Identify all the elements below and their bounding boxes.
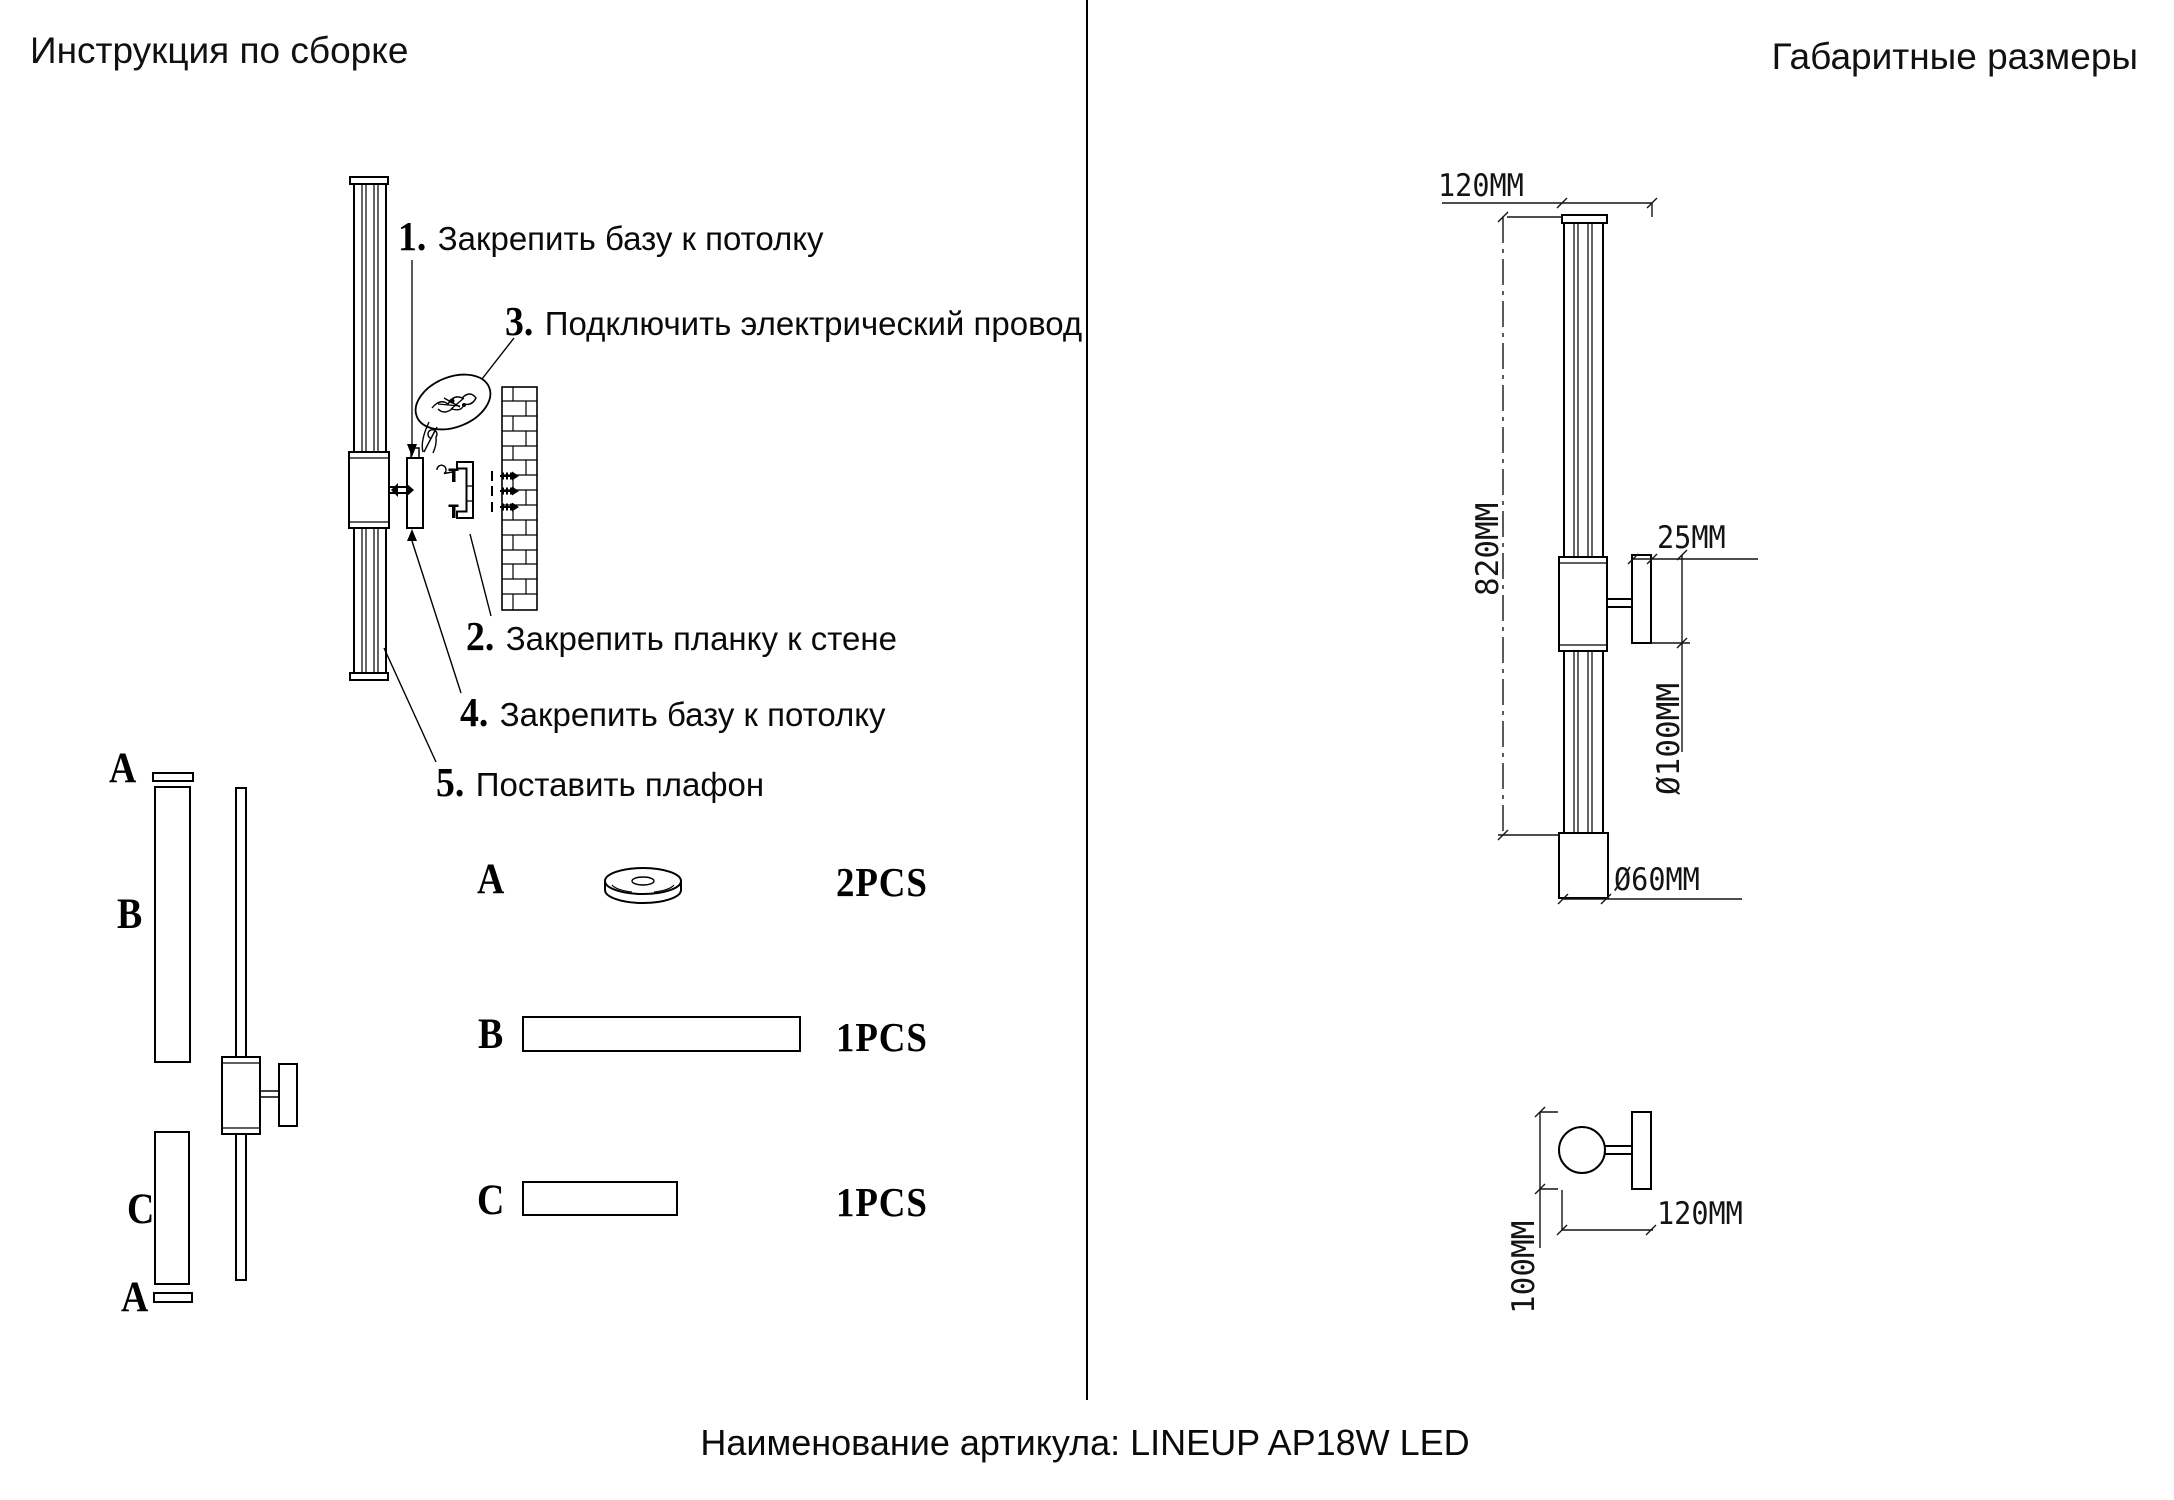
dim-plate-depth: 25MM xyxy=(1657,520,1726,556)
parts-shapes xyxy=(523,868,800,1215)
dimension-drawing xyxy=(1559,215,1651,898)
dim-plate-diameter: Ø100MM xyxy=(1651,683,1687,795)
step-5 xyxy=(436,758,764,806)
part-row-b-label: B xyxy=(478,1011,504,1058)
step-4-text: Закрепить базу к потолку xyxy=(499,696,886,733)
part-row-a-label: A xyxy=(477,856,505,903)
part-row-a-qty: 2PCS xyxy=(836,859,928,905)
side-view-drawing xyxy=(1559,1112,1651,1189)
step-4 xyxy=(460,688,886,736)
brick-wall xyxy=(502,387,537,610)
part-row-c-qty: 1PCS xyxy=(836,1179,928,1225)
dim-height: 820MM xyxy=(1470,502,1506,596)
dim-top-width: 120MM xyxy=(1438,168,1524,204)
exploded-label-a-bottom: A xyxy=(121,1274,149,1321)
dim-side-height: 100MM xyxy=(1506,1220,1542,1314)
step-1-text: Закрепить базу к потолку xyxy=(437,220,824,257)
left-panel-title: Инструкция по сборке xyxy=(30,30,409,71)
dim-tube-diameter: Ø60MM xyxy=(1614,862,1700,898)
step-1-number: 1. xyxy=(398,213,427,259)
exploded-view-drawing xyxy=(153,773,297,1302)
step-2-text: Закрепить планку к стене xyxy=(505,620,897,657)
part-row-c-label: C xyxy=(477,1177,505,1224)
step-3-text: Подключить электрический провод xyxy=(544,305,1083,342)
step-1 xyxy=(398,212,824,260)
step-3-number: 3. xyxy=(505,298,534,344)
step-2-number: 2. xyxy=(466,613,495,659)
lamp-assembly-drawing xyxy=(349,177,537,762)
step-2 xyxy=(466,612,897,660)
part-row-b-qty: 1PCS xyxy=(836,1014,928,1060)
dim-side-width: 120MM xyxy=(1657,1196,1743,1232)
wall-screws xyxy=(492,471,519,512)
step-4-number: 4. xyxy=(460,689,489,735)
exploded-label-c: C xyxy=(127,1186,155,1233)
right-panel-title: Габаритные размеры xyxy=(1771,36,2138,77)
article-caption: Наименование артикула: LINEUP AP18W LED xyxy=(700,1422,1470,1463)
step-5-number: 5. xyxy=(436,759,465,805)
side-view-dimension-lines xyxy=(1535,1107,1656,1248)
step-3 xyxy=(505,297,1082,345)
exploded-label-a-top: A xyxy=(109,745,137,792)
exploded-label-b: B xyxy=(117,891,143,938)
step-5-text: Поставить плафон xyxy=(475,766,765,803)
